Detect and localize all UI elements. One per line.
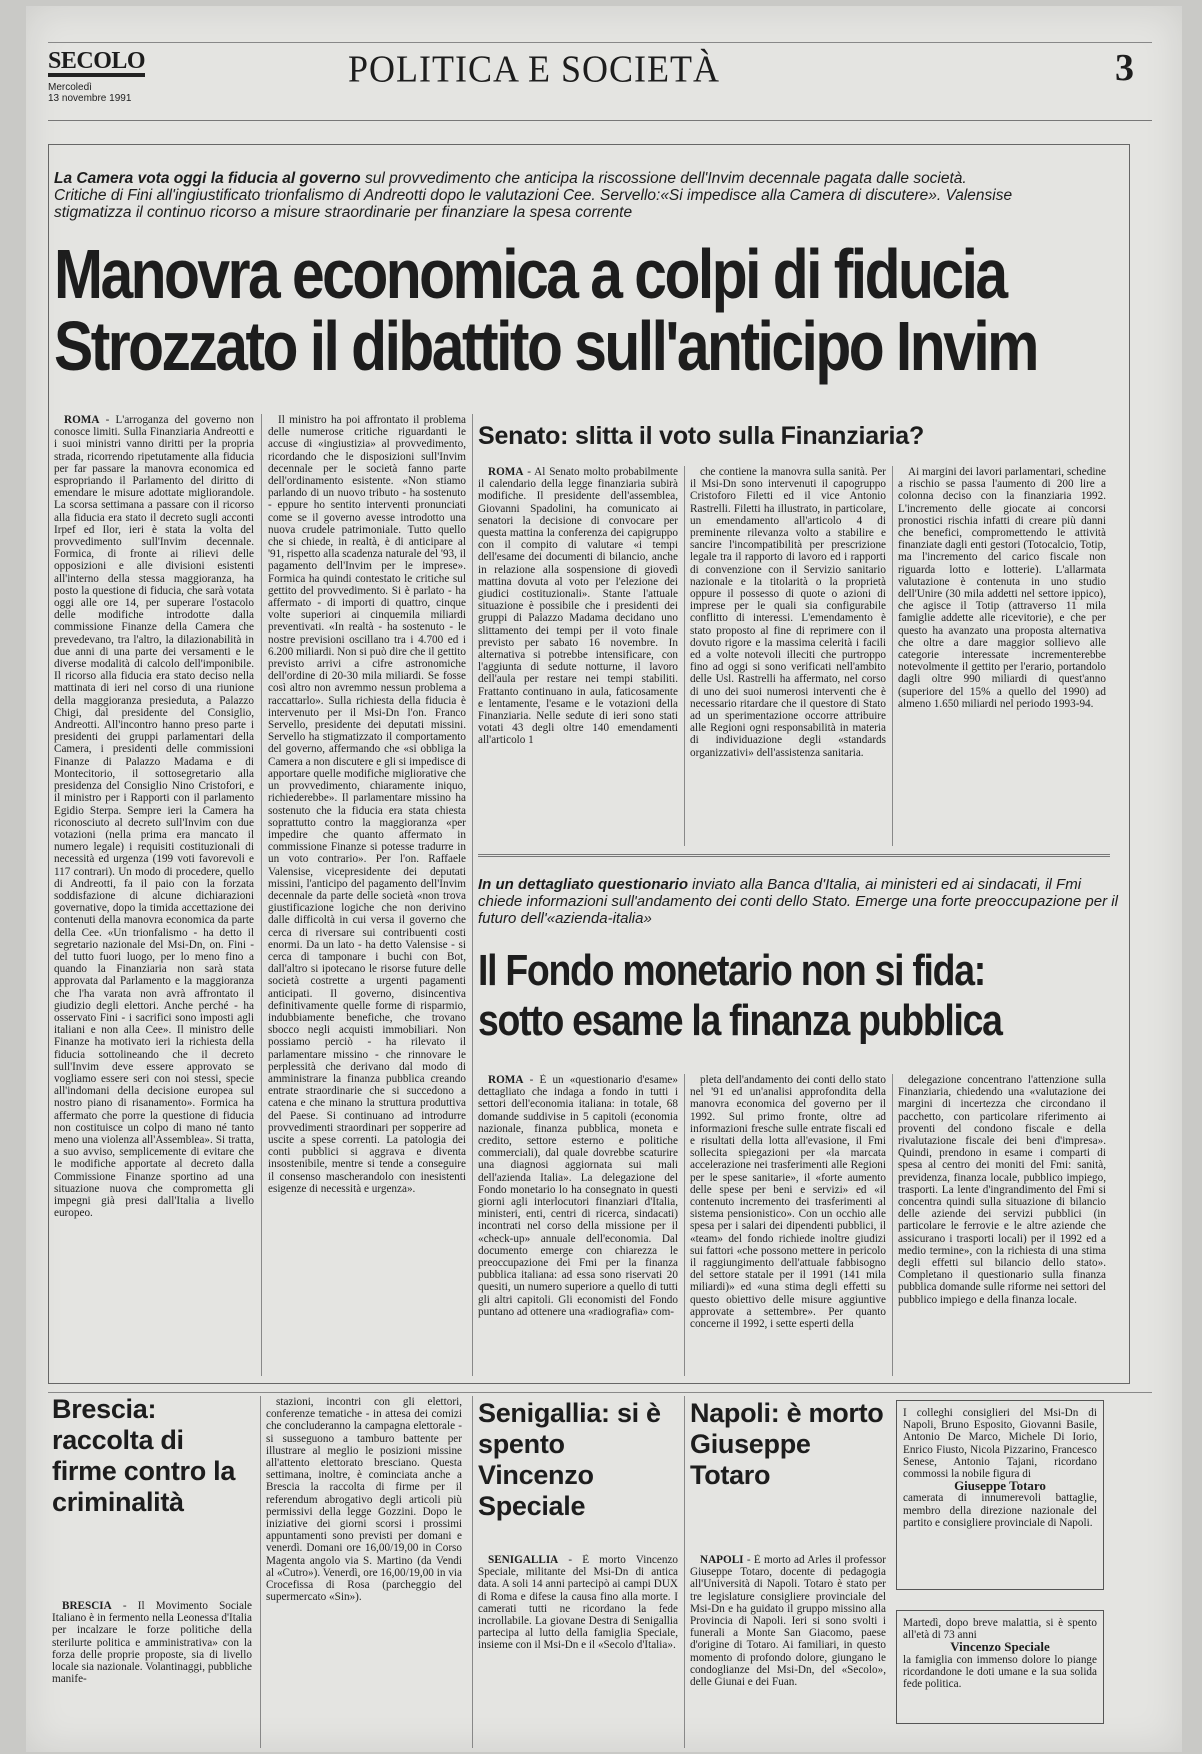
main-article-col2 bbox=[268, 414, 466, 1376]
issue-date-text: 13 novembre 1991 bbox=[48, 93, 132, 104]
notice-speciale-name: Vincenzo Speciale bbox=[950, 1639, 1050, 1655]
column-rule bbox=[472, 414, 473, 1376]
fmi-dateline: ROMA bbox=[488, 1074, 524, 1086]
senato-dateline: ROMA bbox=[488, 466, 524, 478]
brescia-dateline: BRESCIA bbox=[62, 1600, 112, 1612]
bottom-divider bbox=[48, 1392, 1152, 1393]
main-headline bbox=[54, 235, 1037, 385]
obituary-notice-totaro bbox=[896, 1400, 1104, 1590]
fmi-col3-text: delegazione concentrano l'attenzione sulla Finanziaria, chiedendo una «valutazione dei margini di incertezza che circondano il pacchetto, con particolare riferimento ai proventi del condono fiscale e della rivalutazione fiscale dei beni d'impresa». Quindi, prendono in esame i comparti di spesa al centro dei moniti del Fmi: sanità, previdenza, finanza locale, pubblico impiego, trasporti. La lente d'ingrandimento del Fmi si concentra quindi sulla situazione di bilancio delle aziende dei servizi pubblici (in particolare le ferrovie e le altre aziende che assicurano i trasporti locali) per il 1992 ed a medio termine», con la richiesta di una stima degli effetti sul bilancio dello stato». Completano il questionario sulla finanza pubblica domande sulle riforme nei settori del pubblico impiego e della finanza locale. bbox=[898, 1074, 1106, 1306]
main-headline-line1: Manovra economica a colpi di fiducia bbox=[54, 235, 1006, 313]
column-rule bbox=[684, 1074, 685, 1376]
brescia-headline: Brescia: raccolta di firme contro la criminalità bbox=[52, 1394, 236, 1517]
column-rule bbox=[892, 1074, 893, 1376]
section-divider bbox=[478, 854, 1110, 857]
column-rule bbox=[684, 1396, 685, 1748]
notice-speciale-after: la famiglia con immenso dolore lo piange ricordandone le doti umane e la sua solida fede politica. bbox=[903, 1653, 1097, 1691]
main-kicker bbox=[54, 170, 1014, 221]
section-title: POLITICA E SOCIETÀ bbox=[348, 48, 720, 90]
notice-speciale-text: Martedì, dopo breve malattia, si è spento all'età di 73 anni bbox=[903, 1617, 1097, 1642]
fmi-headline-line2: sotto esame la finanza pubblica bbox=[478, 996, 1002, 1045]
fmi-col3 bbox=[898, 1074, 1106, 1376]
fmi-kicker bbox=[478, 876, 1118, 927]
fmi-kicker-bold: In un dettagliato questionario bbox=[478, 876, 688, 893]
main-dateline: ROMA bbox=[64, 414, 100, 426]
senato-col3-text: Ai margini dei lavori parlamentari, schedine a rischio se passa l'aumento di 200 lire a colonna deciso con la finanziaria 1992. L'incremento delle giocate ai concorsi pronostici rischia infatti di creare più danni che benefici, compromettendo le attività finanziate dagli enti gestori (Totocalcio, Totip, ma l'incremento del carico fiscale non riguarda lotto e lotterie). L'allarmata valutazione è contenuta in uno studio dell'Unire (30 mila addetti nel settore ippico), che agisce il Totip (attraverso 11 mila famiglie addette alle ricevitorie), e che per questo ha avanzato una proposta alternativa che oltre a dare maggior sollievo alle categorie interessate incrementerebbe notevolmente il gettito per l'erario, portandolo dagli oltre 990 miliardi di quest'anno (superiore del 15% a quello del 1990) ad almeno 1.650 miliardi nel periodo 1993-94. bbox=[898, 466, 1106, 710]
notice-totaro-after: camerata di innumerevoli battaglie, membro della direzione nazionale del partito e consigliere provinciale di Napoli. bbox=[903, 1492, 1097, 1529]
newspaper-page bbox=[26, 6, 1182, 1752]
fmi-kicker-text: inviato alla Banca d'Italia, ai ministeri ed ai sindacati, il Fmi chiede informazioni sull'andamento dei conti dello Stato. Emerge una forte preoccupazione per il futuro dell'«azienda-italia» bbox=[478, 876, 1118, 927]
senigallia-dateline: SENIGALLIA bbox=[488, 1554, 559, 1566]
senato-col2-text: che contiene la manovra sulla sanità. Per il Msi-Dn sono intervenuti il capogruppo Cristoforo Filetti ed il vice Antonio Rastrelli. Filetti ha illustrato, in particolare, un emendamento all'articolo 4 di preminente rilevanza volto a stabilire e sancire l'incompatibilità per prescrizione legale tra il rapporto di lavoro ed i rapporti di convenzione con il Servizio sanitario nazionale e la titolarità o la proprietà oppure il possesso di quote o azioni di imprese per le quali sia configurabile conflitto di interessi. L'emendamento è stato proposto al fine di reprimere con il dovuto rigore e la massima celerità i facili ed a volte notevoli illeciti che purtroppo fino ad oggi si sono verificati nell'ambito delle Usl. Rastrelli ha affermato, nel corso di uno dei suoi numerosi interventi che è necessario ritardare che il questore di Stato ad un sperimentazione occorre attribuire alle Regioni ogni responsabilità in materia di individuazione degli «standards organizzativi» dell'assistenza sanitaria. bbox=[690, 466, 886, 759]
masthead bbox=[48, 38, 1152, 118]
senato-col3 bbox=[898, 466, 1106, 846]
notice-speciale-body bbox=[903, 1617, 1097, 1719]
fmi-col2-text: pleta dell'andamento dei conti dello stato nel '91 ed un'analisi approfondita della manovra economica del governo per il 1992. Sul primo fronte, oltre ad informazioni fresche sulle entrate fiscali ed e risultati della lotta all'evasione, il Fmi sollecita spiegazioni per «la marcata accelerazione nei trasferimenti alle Regioni per le spese sanitarie», il «forte aumento delle spese per beni e servizi» ed «il contenuto incremento dei trasferimenti al sistema pensionistico». Con un occhio alle spesa per i salari dei dipendenti pubblici, il «team» del fondo richiede inoltre giudizi sui fattori «che possono mettere in pericolo il raggiungimento dell'attuale fabbisogno del settore statale per il 1991 (141 mila miliardi)» ed «una stima degli effetti su questo obiettivo delle misure aggiuntive approvate a settembre». Per quanto concerne il 1992, i sette esperti della bbox=[690, 1074, 886, 1331]
page-number: 3 bbox=[1115, 47, 1134, 89]
senato-col1 bbox=[478, 466, 678, 846]
fmi-col1 bbox=[478, 1074, 678, 1376]
main-col1-text: - L'arroganza del governo non conosce limiti. Sulla Finanziaria Andreotti e i suoi ministri vanno diritti per la propria strada, ricorrendo ripetutamente alla fiducia per far passare la manovra economica ed espropriando il Parlamento del diritto di emendare le misure adottate migliorandole. La scorsa settimana a passare con il ricorso alla fiducia era stato il decreto sugli acconti Irpef ed Ilor, ieri è stata la volta del provvedimento sull'Invim decennale. Formica, di fronte ai rilievi delle opposizioni e alle divisioni esistenti all'interno della stessa maggioranza, ha posto la questione di fiducia, che sarà votata oggi alle ore 14, per superare l'ostacolo delle modifiche introdotte dalla commissione Finanze della Camera che prevedevano, tra l'altro, la dilazionabilità in due anni di una parte dei versamenti e le diverse modalità di calcolo dell'imponibile. Il ricorso alla fiducia era stato deciso nella mattinata di ieri nel corso di una riunione della maggioranza presieduta, a Palazzo Chigi, dal presidente del Consiglio, Andreotti. All'incontro hanno preso parte i presidenti dei gruppi parlamentari della Camera, i presidenti delle commissioni Finanze di Palazzo Madama e di Montecitorio, il sottosegretario alla presidenza del Consiglio Nino Cristofori, e il ministro per i Rapporti con il parlamento Egidio Sterpa. Sempre ieri la Camera ha riconosciuto al decreto sull'Invim con due votazioni (nella prima era mancato il numero legale) i requisiti costituzionali di necessità ed urgenza (199 voti favorevoli e 117 contrari). Un modo di procedere, quello di Andreotti, fa il paio con la forzata soddisfazione di alcune dichiarazioni governative, dopo la timida accettazione dei contenuti della manovra economica da parte della Cee. «Un trionfalismo - ha detto il segretario nazionale del Msi-Dn, on. Fini - del tutto fuori luogo, per lo meno fino a quando la Finanziaria non sarà stata approvata dal Parlamento e la maggioranza che l'ha varata non avrà affrontato il giudizio degli elettori. Anche perché - ha osservato Fini - i sacrifici sono imposti agli italiani e non alla Cee». Il ministro delle Finanze ha motivato ieri la richiesta della fiducia sottolineando che il decreto sull'Invim deve essere approvato se vogliamo essere seri con noi stessi, specie all'indomani della decisione europea sul nostro piano di risanamento». Formica ha affermato che porre la questione di fiducia non costituisce un colpo di mano né tanto meno una violenza all'Assemblea». Si tratta, a suo avviso, semplicemente di evitare che le modifiche apportate al decreto dalla Commissione Finanze sportino ad una situazione nuova che comprometta gli impegni già presi dall'Italia a livello europeo. bbox=[54, 414, 254, 1220]
notice-totaro-name: Giuseppe Totaro bbox=[954, 1478, 1046, 1494]
column-rule bbox=[684, 466, 685, 846]
brescia-col1 bbox=[52, 1600, 252, 1748]
senigallia-headline: Senigallia: si è spento Vincenzo Speciale bbox=[478, 1398, 661, 1521]
brescia-col2-text: stazioni, incontri con gli elettori, conferenze tematiche - in attesa dei comizi che concluderanno la campagna elettorale - si susseguono a tamburo battente per illustrare al meglio le posizioni missine all'attento elettorato bresciano. Questa settimana, inoltre, è cominciata anche a Brescia la raccolta di firme per il referendum abrogativo degli articoli più permissivi della legge Gozzini. Dopo le iniziative dei giorni scorsi i prossimi appuntamenti sono previsti per domani e venerdì. Domani ore 16,00/19,00 in Corso Magenta angolo via S. Martino (da Vendi al «Cutro»). Venerdì, ore 16,00/19,00 in via Crocefissa di Rosa (parcheggio del supermercato «Sin»). bbox=[266, 1396, 462, 1604]
column-rule bbox=[472, 1396, 473, 1748]
senato-title: Senato: slitta il voto sulla Finanziaria? bbox=[478, 422, 925, 450]
column-rule bbox=[892, 466, 893, 846]
napoli-dateline: NAPOLI bbox=[700, 1554, 744, 1566]
column-rule bbox=[261, 414, 262, 1376]
main-col2-text: Il ministro ha poi affrontato il problema delle numerose critiche riguardanti le accuse di «ingiustizia» al provvedimento, ricordando che le disposizioni sull'Invim decennale per le società fanno parte dell'ordinamento esistente. «Non stiamo parlando di un nuovo tributo - ha sostenuto - eppure ho sentito interventi pronunciati come se il governo avesse introdotto una nuova crudele patrimoniale. Tutto quello che si chiede, in realtà, è di anticipare al '91, rispetto alla scadenza naturale del '93, il pagamento dell'Invim per le imprese». Formica ha quindi contestato le critiche sul gettito del provvedimento. Si è parlato - ha affermato - di importi di quattro, cinque volte superiori ai cinquemila miliardi preventivati. «In realtà - ha sostenuto - le nostre previsioni oscillano tra i 4.700 ed i 6.200 miliardi. Non si può dire che il gettito previsto arrivi a cifre astronomiche dell'ordine di 20-30 mila miliardi. Se fosse così altro non avremmo nessun problema a raccattarlo». Sulla richiesta della fiducia è intervenuto per il Msi-Dn l'on. Franco Servello, presidente dei deputati missini. Servello ha stigmatizzato il comportamento del governo, affermando che «si obbliga la Camera a non discutere e gli si impedisce di apportare quelle modifiche migliorative che un provvedimento, chiaramente iniquo, richiederebbe». Il parlamentare missino ha sostenuto che la fiducia era stata chiesta soprattutto contro la maggioranza «per impedire che quanto affermato in commissione Finanze si potesse tradurre in un voto contrario». Per l'on. Raffaele Valensise, vicepresidente dei deputati missini, l'anticipo del pagamento dell'Invim decennale da parte delle società «non trova giustificazione logiche che non derivino dalle difficoltà in cui versa il governo che cerca di riversare sui contribuenti costi enormi. Da un lato - ha detto Valensise - si cerca di tamponare i buchi con Bot, dall'altro si ipotecano le risorse future delle società costrette a urgenti pagamenti anticipati. Il governo, disincentiva definitivamente quelle forme di risparmio, indubbiamente benefiche, che trovano sbocco negli acquisti immobiliari. Non possiamo perciò - ha rilevato il parlamentare missino - che rinnovare le perplessità che derivano dal modo di amministrare la finanza pubblica creando entrate straordinarie che si succedono a catena e che minano la struttura produttiva del Paese. Si continuano ad introdurre provvedimenti straordinari per sopperire ad uscite a spese correnti. La patologia dei conti pubblici si aggrava e diventa insostenibile, mentre si tende a conseguire il consenso mascherandolo con inesistenti esigenze di necessità e urgenza». bbox=[268, 414, 466, 1195]
fmi-headline bbox=[478, 946, 1124, 1046]
senigallia-body bbox=[478, 1554, 678, 1748]
napoli-headline: Napoli: è morto Giuseppe Totaro bbox=[690, 1398, 884, 1490]
brescia-col2 bbox=[266, 1396, 462, 1748]
issue-day: Mercoledì bbox=[48, 82, 92, 93]
obituary-notice-speciale bbox=[896, 1610, 1104, 1724]
main-kicker-text: sul provvedimento che anticipa la riscossione dell'Invim decennale pagata dalle società. Critiche di Fini all'ingiustificato trionfalismo di Andreotti dopo le valutazioni Cee. Servello:«Si impedisce alla Camera di discutere». Valensise stigmatizza il continuo ricorso a misure straordinarie per finanziare la spesa corrente bbox=[54, 170, 1013, 221]
brescia-col1-text: - Il Movimento Sociale Italiano è in fermento nella Leonessa d'Italia per incalzare le forze politiche della sterilurte politica e amministrativa» con la forza delle proprie proposte, sia di livello locale sia nazionale. Volantinaggi, pubbliche manife- bbox=[52, 1600, 252, 1686]
napoli-body bbox=[690, 1554, 886, 1748]
notice-totaro-text: I colleghi consiglieri del Msi-Dn di Napoli, Bruno Esposito, Giovanni Basile, Antonio De Marco, Michele Di Iorio, Enrico Fiusto, Nicola Pizzarino, Francesco Senese, Antonio Tajani, ricordano commossi la nobile figura di bbox=[903, 1407, 1097, 1481]
senato-col2 bbox=[690, 466, 886, 846]
main-headline-line2: Strozzato il dibattito sull'anticipo Invim bbox=[54, 307, 1037, 385]
masthead-rule bbox=[48, 120, 1152, 121]
napoli-text: - È morto ad Arles il professor Giuseppe Totaro, docente di pedagogia all'Università di Napoli. Totaro è stato per tre legislature consigliere provinciale del Msi-Dn e ha guidato il gruppo missino alla Provincia di Napoli. Ieri si sono svolti i funerali a Monte San Giacomo, paese d'origine di Totaro. Ai familiari, in questo momento di profondo dolore, giungano le condoglianze del Msi-Dn, del «Secolo», delle Giunai e dei Fuan. bbox=[690, 1554, 886, 1689]
column-rule bbox=[260, 1396, 261, 1748]
fmi-col2 bbox=[690, 1074, 886, 1376]
main-article-col1 bbox=[54, 414, 254, 1376]
fmi-col1-text: - È un «questionario d'esame» dettagliato che indaga a fondo in tutti i settori dell'economia italiana: in totale, 68 domande suddivise in 5 capitoli (economia nazionale, finanza pubblica, moneta e credito, settore esterno e politiche commerciali), dal quale dovrebbe scaturire una diagnosi aggiornata sui mali dell'azienda Italia». La delegazione del Fondo monetario lo ha consegnato in questi giorni agli interlocutori finanziari d'Italia, ministeri, enti, centri di ricerca, sindacati) incontrati nel corso della missione per il «check-up» annuale dell'economia. Dal documento emerge con chiarezza le preoccupazione dei Fmi per la finanza pubblica italiana: ad essa sono riservati 20 quesiti, un numero superiore a quello di tutti gli altri capitoli. Gli economisti del Fondo puntano ad ottenere una «radiografia» com- bbox=[478, 1074, 678, 1318]
newspaper-logo: SECOLO bbox=[48, 50, 145, 77]
main-kicker-bold: La Camera vota oggi la fiducia al governo bbox=[54, 170, 361, 187]
senigallia-text: - È morto Vincenzo Speciale, militante del Msi-Dn di antica data. A soli 14 anni partecipò ai campi DUX di Roma e difese la causa fino alla morte. I camerati tutti ne ricordano la fede incrollabile. La giovane Destra di Senigallia partecipa al lutto della famiglia Speciale, insieme con il Msi-Dn e il «Secolo d'Italia». bbox=[478, 1554, 678, 1652]
fmi-headline-line1: Il Fondo monetario non si fida: bbox=[478, 946, 985, 995]
senato-col1-text: - Al Senato molto probabilmente il calendario della legge finanziaria subirà modifiche. Il presidente dell'assemblea, Giovanni Spadolini, ha comunicato ai senatori la decisione di convocare per questa mattina la conferenza dei capigruppo con il compito di valutare «i tempi dell'esame dei documenti di bilancio, anche in relazione alla sospensione di giovedì mattina dovuta al voto per l'elezione dei giudici costituzionali». Stante l'attuale situazione è possibile che i presidenti dei gruppi di Palazzo Madama decidano uno slittamento dei tempi per il voto finale previsto per sabato 16 novembre. In alternativa si potrebbe intensificare, con l'aggiunta di sedute notturne, il lavoro dell'aula per restare nei tempi stabiliti. Frattanto continuano in aula, faticosamente e lentamente, l'esame e le votazioni della Finanziaria. Nelle sedute di ieri sono stati votati 43 degli oltre 140 emendamenti all'articolo 1 bbox=[478, 466, 678, 747]
notice-totaro-body bbox=[903, 1407, 1097, 1585]
issue-date bbox=[48, 82, 131, 104]
